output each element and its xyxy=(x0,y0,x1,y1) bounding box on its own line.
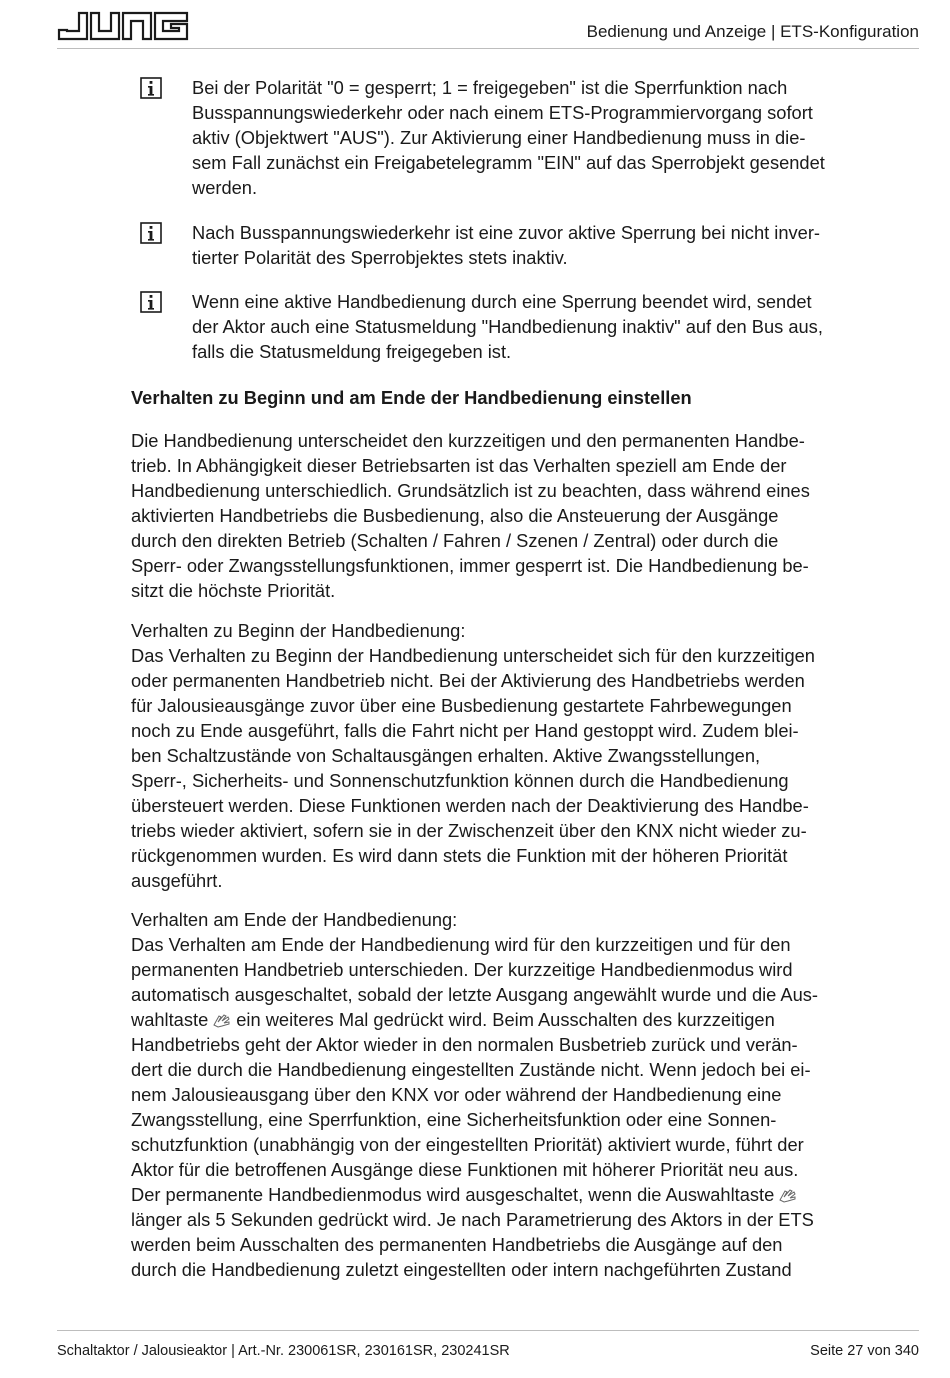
note-line: falls die Statusmeldung freigegeben ist. xyxy=(192,341,512,362)
para-line: durch die Handbedienung zuletzt eingestellten oder intern nachgeführten Zustand xyxy=(131,1259,792,1280)
para-line: übersteuert werden. Diese Funktionen werden nach der Deaktivierung des Handbe- xyxy=(131,795,809,816)
para-line: Sperr-, Sicherheits- und Sonnenschutzfunktion können durch die Handbedienung xyxy=(131,770,789,791)
para-line: schutzfunktion (unabhängig von der eingestellten Priorität) aktiviert wurde, führt der xyxy=(131,1134,804,1155)
page-header xyxy=(57,8,919,49)
para-line: werden beim Ausschalten des permanenten Handbetriebs die Ausgänge auf den xyxy=(131,1234,783,1255)
para-fragment: Der permanente Handbedienmodus wird ausgeschaltet, wenn die Auswahltaste xyxy=(131,1184,775,1205)
para-line xyxy=(131,1182,921,1207)
info-icon xyxy=(140,291,162,313)
note-line: sem Fall zunächst ein Freigabetelegramm "EIN" auf das Sperrobjekt gesendet xyxy=(192,152,825,173)
paragraph xyxy=(131,618,921,893)
para-line: sitzt die höchste Priorität. xyxy=(131,580,336,601)
footer-product-info: Schaltaktor / Jalousieaktor | Art.-Nr. 230061SR, 230161SR, 230241SR xyxy=(57,1343,510,1359)
para-fragment: ein weiteres Mal gedrückt wird. Beim Ausschalten des kurzzeitigen xyxy=(236,1009,775,1030)
note-line: werden. xyxy=(192,177,258,198)
para-line: Handbedienung unterschiedlich. Grundsätzlich ist zu beachten, dass während eines xyxy=(131,480,810,501)
para-line: permanenten Handbetrieb unterschieden. Der kurzzeitige Handbedienmodus wird xyxy=(131,959,793,980)
para-line: dert die durch die Handbedienung eingestellten Zustände nicht. Wenn jedoch bei ei- xyxy=(131,1059,811,1080)
para-line: nem Jalousieausgang über den KNX vor oder während der Handbedienung eine xyxy=(131,1084,782,1105)
para-line xyxy=(131,1007,921,1032)
page-number: Seite 27 von 340 xyxy=(810,1343,919,1359)
note-line: der Aktor auch eine Statusmeldung "Handbedienung inaktiv" auf den Bus aus, xyxy=(192,316,823,337)
para-fragment: wahltaste xyxy=(131,1009,209,1030)
para-line: länger als 5 Sekunden gedrückt wird. Je nach Parametrierung des Aktors in der ETS xyxy=(131,1209,814,1230)
page-footer xyxy=(57,1330,919,1371)
para-line: ben Schaltzustände von Schaltausgängen erhalten. Aktive Zwangsstellungen, xyxy=(131,745,761,766)
para-line: noch zu Ende ausgeführt, falls die Fahrt nicht per Hand gestoppt wird. Zudem blei- xyxy=(131,720,799,741)
hand-selection-key-icon xyxy=(212,1012,232,1028)
header-title: Bedienung und Anzeige | ETS-Konfiguration xyxy=(586,22,919,41)
note-line: Nach Busspannungswiederkehr ist eine zuvor aktive Sperrung bei nicht inver- xyxy=(192,222,820,243)
info-icon xyxy=(140,77,162,99)
note-line: Busspannungswiederkehr oder nach einem ETS-Programmiervorgang sofort xyxy=(192,102,813,123)
jung-logo xyxy=(57,10,191,42)
note-line: Wenn eine aktive Handbedienung durch eine Sperrung beendet wird, sendet xyxy=(192,291,812,312)
para-line: Das Verhalten zu Beginn der Handbedienung unterscheidet sich für den kurzzeitigen xyxy=(131,645,815,666)
para-line: Aktor für die betroffenen Ausgänge diese Funktionen mit höherer Priorität neu aus. xyxy=(131,1159,799,1180)
hand-selection-key-icon xyxy=(778,1187,798,1203)
note-line: Bei der Polarität "0 = gesperrt; 1 = freigegeben" ist die Sperrfunktion nach xyxy=(192,77,788,98)
para-line: automatisch ausgeschaltet, sobald der letzte Ausgang angewählt wurde und die Aus- xyxy=(131,984,819,1005)
paragraph xyxy=(131,907,921,1282)
para-line: für Jalousieausgänge zuvor über eine Busbedienung gestartete Fahrbewegungen xyxy=(131,695,792,716)
para-line: Handbetriebs geht der Aktor wieder in den normalen Busbetrieb zurück und verän- xyxy=(131,1034,798,1055)
para-line: Zwangsstellung, eine Sperrfunktion, eine Sicherheitsfunktion oder eine Sonnen- xyxy=(131,1109,777,1130)
paragraph xyxy=(131,428,921,603)
para-line: Die Handbedienung unterscheidet den kurzzeitigen und den permanenten Handbe- xyxy=(131,430,805,451)
para-line: ausgeführt. xyxy=(131,870,223,891)
section-heading: Verhalten zu Beginn und am Ende der Handbedienung einstellen xyxy=(131,387,692,408)
para-line: Sperr- oder Zwangsstellungsfunktionen, immer gesperrt ist. Die Handbedienung be- xyxy=(131,555,809,576)
para-line: rückgenommen wurden. Es wird dann stets die Funktion mit der höheren Priorität xyxy=(131,845,788,866)
para-line: trieb. In Abhängigkeit dieser Betriebsarten ist das Verhalten speziell am Ende der xyxy=(131,455,787,476)
para-line: durch den direkten Betrieb (Schalten / Fahren / Szenen / Zentral) oder durch die xyxy=(131,530,779,551)
para-line: Verhalten zu Beginn der Handbedienung: xyxy=(131,620,466,641)
para-line: oder permanenten Handbetrieb nicht. Bei der Aktivierung des Handbetriebs werden xyxy=(131,670,805,691)
note-line: aktiv (Objektwert "AUS"). Zur Aktivierung einer Handbedienung muss in die- xyxy=(192,127,806,148)
para-line: Das Verhalten am Ende der Handbedienung wird für den kurzzeitigen und für den xyxy=(131,934,791,955)
para-line: aktivierten Handbetriebs die Busbedienung, also die Ansteuerung der Ausgänge xyxy=(131,505,779,526)
info-icon xyxy=(140,222,162,244)
para-line: Verhalten am Ende der Handbedienung: xyxy=(131,909,458,930)
note-line: tierter Polarität des Sperrobjektes stets inaktiv. xyxy=(192,247,568,268)
para-line: triebs wieder aktiviert, sofern sie in der Zwischenzeit über den KNX nicht wieder zu- xyxy=(131,820,807,841)
